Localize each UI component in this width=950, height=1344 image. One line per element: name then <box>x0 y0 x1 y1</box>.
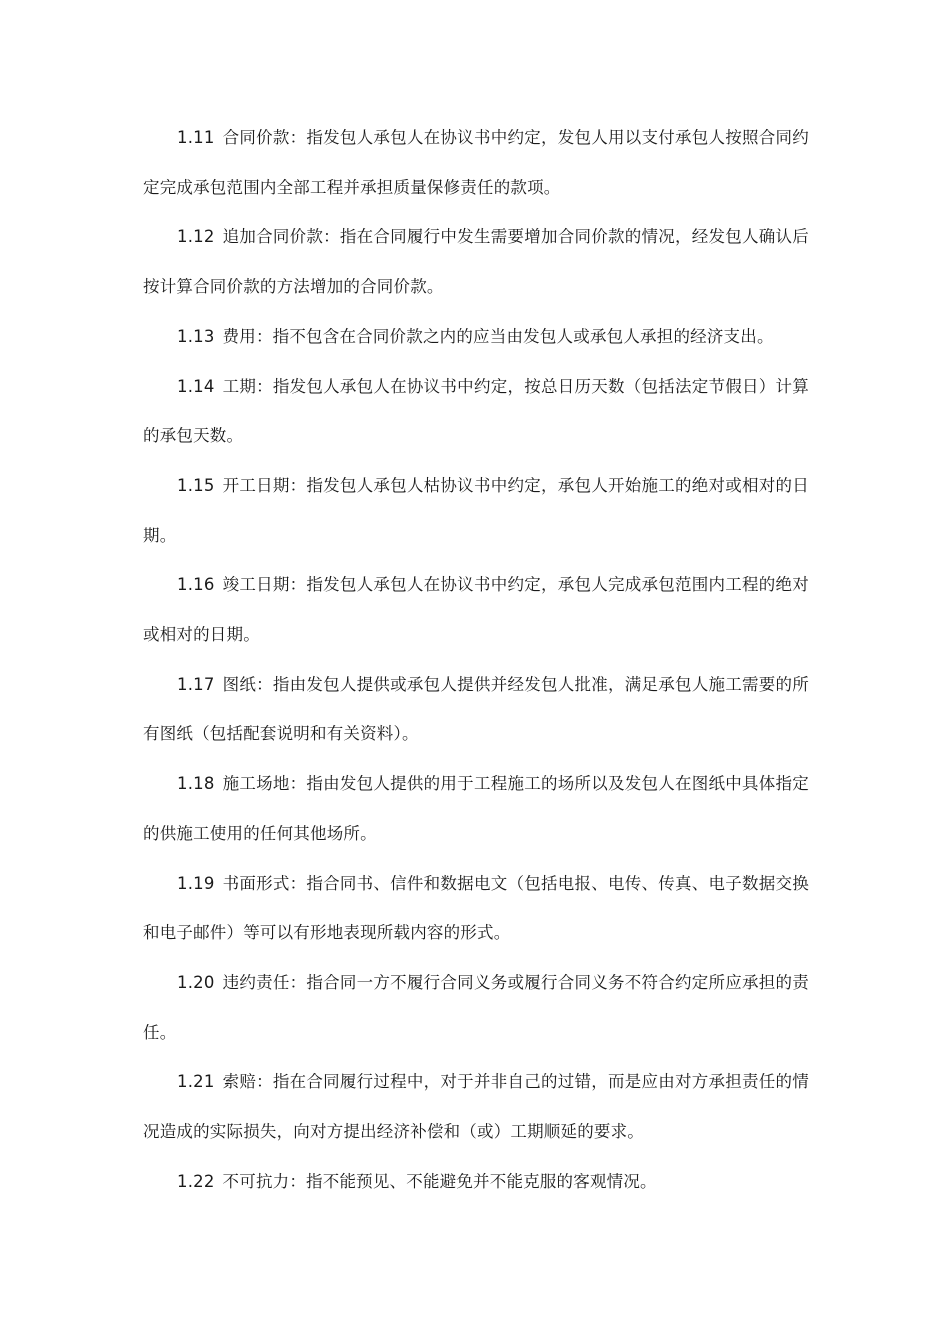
clause-number: 1.12 <box>177 227 215 247</box>
clause-text: 书面形式：指合同书、信件和数据电文（包括电报、电传、传真、电子数据交换和电子邮件）等可以有形地表现所载内容的形式。 <box>143 873 809 943</box>
clause-text: 索赔：指在合同履行过程中，对于并非自己的过错，而是应由对方承担责任的情况造成的实际损失，向对方提出经济补偿和（或）工期顺延的要求。 <box>143 1072 809 1142</box>
clause-text: 不可抗力：指不能预见、不能避免并不能克服的客观情况。 <box>222 1171 657 1191</box>
clause-1-20 <box>143 958 809 1057</box>
clause-number: 1.13 <box>177 326 215 346</box>
clause-number: 1.22 <box>177 1171 215 1191</box>
clause-number: 1.19 <box>177 873 215 893</box>
clause-1-14 <box>143 362 809 461</box>
clause-text: 违约责任：指合同一方不履行合同义务或履行合同义务不符合约定所应承担的责任。 <box>143 972 809 1042</box>
clause-number: 1.16 <box>177 575 215 595</box>
clause-1-11 <box>143 113 809 212</box>
clause-text: 开工日期：指发包人承包人枯协议书中约定，承包人开始施工的绝对或相对的日期。 <box>143 475 809 545</box>
clause-1-12 <box>143 212 809 311</box>
clause-1-22 <box>143 1157 809 1207</box>
clause-number: 1.20 <box>177 972 215 992</box>
clause-number: 1.17 <box>177 674 215 694</box>
clause-1-19 <box>143 859 809 958</box>
clause-1-18 <box>143 759 809 858</box>
clause-list <box>143 113 809 1206</box>
clause-number: 1.14 <box>177 376 215 396</box>
clause-text: 图纸：指由发包人提供或承包人提供并经发包人批准，满足承包人施工需要的所有图纸（包括配套说明和有关资料）。 <box>143 674 809 744</box>
clause-number: 1.18 <box>177 774 215 794</box>
clause-1-17 <box>143 660 809 759</box>
clause-text: 施工场地：指由发包人提供的用于工程施工的场所以及发包人在图纸中具体指定的供施工使用的任何其他场所。 <box>143 774 809 843</box>
clause-text: 费用：指不包含在合同价款之内的应当由发包人或承包人承担的经济支出。 <box>222 326 774 346</box>
clause-1-13 <box>143 312 809 362</box>
clause-number: 1.15 <box>177 475 215 495</box>
clause-number: 1.11 <box>177 128 215 147</box>
clause-number: 1.21 <box>177 1072 215 1092</box>
clause-text: 工期：指发包人承包人在协议书中约定，按总日历天数（包括法定节假日）计算的承包天数。 <box>143 376 809 446</box>
clause-1-16 <box>143 560 809 659</box>
clause-1-21 <box>143 1057 809 1156</box>
clause-text: 追加合同价款：指在合同履行中发生需要增加合同价款的情况，经发包人确认后按计算合同价款的方法增加的合同价款。 <box>143 227 809 297</box>
clause-text: 合同价款：指发包人承包人在协议书中约定，发包人用以支付承包人按照合同约定完成承包范围内全部工程并承担质量保修责任的款项。 <box>143 128 809 197</box>
clause-text: 竣工日期：指发包人承包人在协议书中约定，承包人完成承包范围内工程的绝对或相对的日期。 <box>143 575 809 645</box>
clause-1-15 <box>143 461 809 560</box>
